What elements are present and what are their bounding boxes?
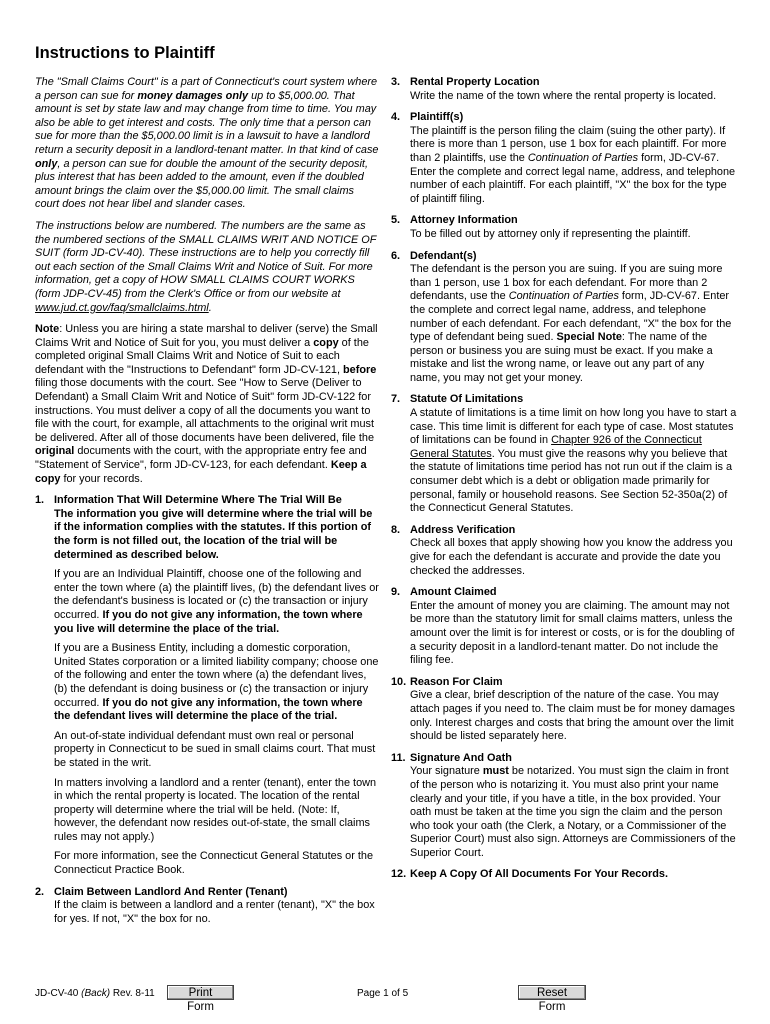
section-9: 9. Amount Claimed Enter the amount of money you are claiming. The amount may not be more than the statutory limit for small claims matters, unless the amount over the limit is for interest or costs, or is for the doubling of a security deposit in a landlord-tenant matter. Do not include the filing fee. (391, 586, 735, 667)
section-3: 3. Rental Property Location Write the name of the town where the rental property is located. (391, 76, 717, 102)
page-footer (0, 980, 770, 1013)
section-1-bold-text: The information you give will determine where the trial will be if the information complies with the statutes. If this portion of the form is not filled out, the location of the trial will be determined as described below. (54, 507, 373, 561)
numbered-sections-paragraph: The instructions below are numbered. The numbers are the same as the numbered sections of the SMALL CLAIMS WRIT AND NOTICE OF SUIT (form JD-CV-40). These instructions are to help you correctly fill out each section of the Small Claims Writ and Notice of Suit. For more information, get a copy of HOW SMALL CLAIMS COURT WORKS (form JDP-CV-45) from the Clerk's Office or from our website at www.jud.ct.gov/faq/smallclaims.html. (35, 219, 377, 314)
section-6: 6. Defendant(s) The defendant is the person you are suing. If you are suing more than 1 person, use 1 box for each defendant. For more than 2 defendants, use the Continuation of Parties form, JD-CV-67. Enter the complete and correct legal name, address, and telephone number of each defendant. For each defendant, "X" the box for the type of defendant being sued. Special Note: The name of the person or business you are suing must be exact. If you make a mistake and list the wrong name, or leave out any part of any name, you may not get your money. (391, 249, 732, 384)
form-id: JD-CV-40 (Back) Rev. 8-11 (35, 988, 155, 999)
right-column (391, 76, 737, 890)
note-paragraph: Note: Unless you are hiring a state marshal to deliver (serve) the Small Claims Writ and Notice of Suit for you, you must deliver a copy of the completed original Small Claims Writ and Notice of Suit to each defendant with the "Instructions to Defendant" form JD-CV-121, before filing those documents with the court. See "How to Serve (Deliver to Defendant) a Small Claim Writ and Notice of Suit" form JD-CV-122 for instructions. You must deliver a copy of all the documents you want to file with the court, for example, all attachments to the original writ must be delivered. After all of those documents have been delivered, file the original documents with the court, with the appropriate entry fee and "Statement of Service", form JD-CV-123, for each defendant. Keep a copy for your records. (35, 323, 378, 485)
page-number: Page 1 of 5 (357, 988, 409, 999)
section-12: 12. Keep A Copy Of All Documents For Your Records. (391, 868, 668, 881)
section-7: 7. Statute Of Limitations A statute of limitations is a time limit on how long you have to start a case. This time limit is different for each type of case. Most statutes of limitations can be found in Chapter 926 of the Connecticut General Statutes. You must give the reasons why you believe that the statute of limitations time period has not run out if the claim is a consumer debt which is a debt or obligation made primarily for personal, family or household reasons. See Section 52-350a(2) of the Connecticut General Statutes. (391, 393, 737, 515)
left-column (35, 76, 380, 934)
section-8: 8. Address Verification Check all boxes that apply showing how you know the address you give for each the defendant is accurate and provide the date you checked the addresses. (391, 523, 733, 577)
page-title: Instructions to Plaintiff (35, 44, 215, 62)
section-11: 11. Signature And Oath Your signature must be notarized. You must sign the claim in front of the person who is notarizing it. You must also print your name clearly and your title, if you have a title, in the box provided. Your oath must be taken at the time you sign the claim and the person who took your oath (the Clerk, a Notary, or a Commissioner of the Superior Court) must also sign. Attorneys are Commissioners of the Superior Court. (391, 751, 736, 859)
intro-paragraph: The "Small Claims Court" is a part of Connecticut's court system where a person can sue for money damages only up to $5,000.00. That amount is set by state law and may change from time to time. You may also be able to get interest and costs. The only time that a person can sue for more than the $5,000.00 limit is in a lawsuit to have a landlord return a security deposit in a landlord-tenant matter. In that kind of case only, a person can sue for double the amount of the security deposit, plus interest that has been added to the amount, even if the doubled amount brings the claim over the $5,000.00 limit. The small claims court does not hear libel and slander cases. (35, 76, 379, 211)
section-4: 4. Plaintiff(s) The plaintiff is the person filing the claim (suing the other party). If there is more than 1 person, use 1 box for each plaintiff. For more than 2 plaintiffs, use the Continuation of Parties form, JD-CV-67. Enter the complete and correct legal name, address, and telephone number of each plaintiff. For each plaintiff, "X" the box for the type of plaintiff filing. (391, 111, 736, 205)
print-form-button[interactable]: Print Form (167, 985, 234, 1000)
section-1: 1. Information That Will Determine Where The Trial Will Be The information you give will determine where the trial will be if the information complies with the statutes. If this portion of the form is not filled out, the location of the trial will be determined as described below. If you are an Individual Plaintiff, choose one of the following and enter the town where (a) the plaintiff lives, (b) the defendant lives or the defendant's business is located or (c) the transaction or injury occurred. If you do not give any information, the town where you live will determine the place of the trial. If you are a Business Entity, including a domestic corporation, United States corporation or a limited liability company; choose one of the following and enter the town where (a) the defendant lives, (b) the defendant is doing business or (c) the transaction or injury occurred. If you do not give any information, the town where the defendant lives will determine the place of the trial. An out-of-state individual defendant must own real or personal property in Connecticut to be sued in small claims court. That must be stated in the writ. In matters involving a landlord and a renter (tenant), enter the town in which the rental property is located. The location of the rental property will determine where the trial will be held. (Note: If, however, the defendant now resides out-of-state, the small claims rules may not apply.) For more information, see the Connecticut General Statutes or the Connecticut Practice Book. (35, 494, 379, 877)
section-1-heading: Information That Will Determine Where The Trial Will Be (54, 494, 342, 507)
section-2-heading: Claim Between Landlord And Renter (Tenant) (54, 885, 288, 898)
statutes-link[interactable]: Chapter 926 of the Connecticut General Statutes (410, 434, 702, 460)
section-10: 10. Reason For Claim Give a clear, brief description of the nature of the case. You may attach pages if you need to. The claim must be for money damages only. Interest charges and costs that bring the amount over the limit should be listed separately here. (391, 675, 735, 743)
website-link[interactable]: www.jud.ct.gov/faq/smallclaims.html (35, 301, 209, 314)
section-2: 2. Claim Between Landlord And Renter (Tenant) If the claim is between a landlord and a renter (tenant), "X" the box for yes. If not, "X" the box for no. (35, 886, 380, 927)
reset-form-button[interactable]: Reset Form (518, 985, 586, 1000)
section-5: 5. Attorney Information To be filled out by attorney only if representing the plaintiff. (391, 214, 691, 240)
